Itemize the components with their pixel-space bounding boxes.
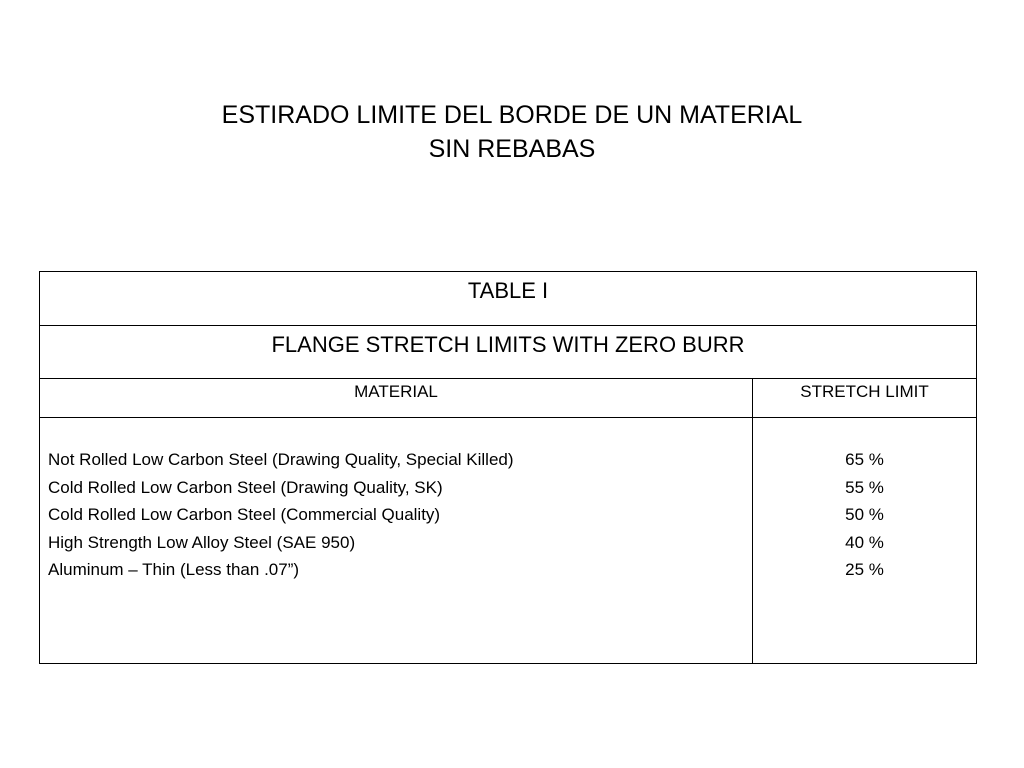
table-row-material: High Strength Low Alloy Steel (SAE 950) xyxy=(48,532,356,552)
slide-title-line-1: ESTIRADO LIMITE DEL BORDE DE UN MATERIAL xyxy=(221,101,803,129)
stretch-limits-table xyxy=(39,271,977,664)
table-row-material: Cold Rolled Low Carbon Steel (Commercial Quality) xyxy=(48,505,441,524)
table-row-stretch-limit: 40 % xyxy=(845,532,884,552)
table-row-stretch-limit: 50 % xyxy=(845,505,884,524)
material-list xyxy=(48,446,748,584)
table-row-stretch-limit: 55 % xyxy=(845,477,884,497)
stretch-limit-list xyxy=(753,446,976,584)
table-row-material: Aluminum – Thin (Less than .07”) xyxy=(48,560,300,579)
table-row-stretch-limit: 25 % xyxy=(845,560,884,579)
table-subtitle: FLANGE STRETCH LIMITS WITH ZERO BURR xyxy=(40,326,976,379)
slide-title-line-2: SIN REBABAS xyxy=(428,135,596,163)
table-row-material: Not Rolled Low Carbon Steel (Drawing Quality, Special Killed) xyxy=(48,450,514,469)
column-header-material: MATERIAL xyxy=(354,382,438,401)
table-title: TABLE I xyxy=(40,272,976,326)
column-header-stretch-limit: STRETCH LIMIT xyxy=(800,382,929,401)
table-row-material: Cold Rolled Low Carbon Steel (Drawing Quality, SK) xyxy=(48,477,443,497)
slide-title xyxy=(0,98,1024,166)
table-row-stretch-limit: 65 % xyxy=(845,450,884,469)
table-header-row xyxy=(40,378,976,418)
